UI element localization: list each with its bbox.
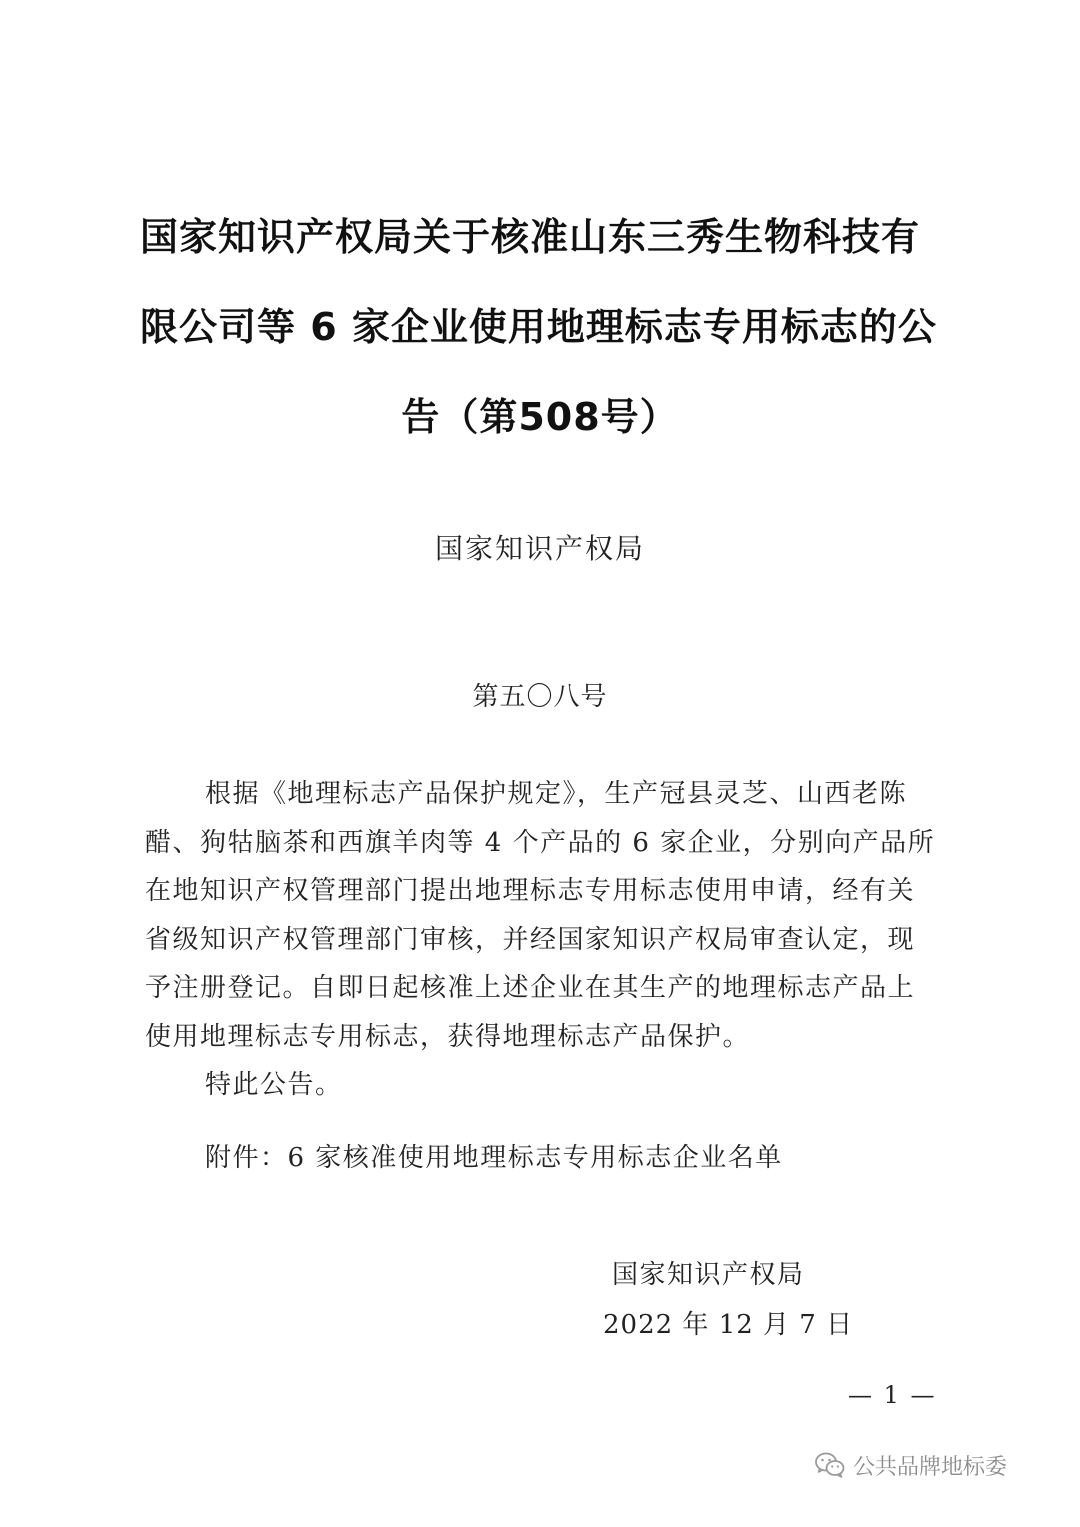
closing-statement: 特此公告。 bbox=[205, 1070, 343, 1100]
body-line-2: 醋、狗牯脑茶和西旗羊肉等 4 个产品的 6 家企业，分别向产品所 bbox=[145, 827, 936, 858]
signature-date: 2022 年 12 月 7 日 bbox=[603, 1310, 854, 1340]
title-line-3: 告（第508号） bbox=[401, 395, 679, 439]
body-line-6: 使用地理标志专用标志，获得地理标志产品保护。 bbox=[145, 1021, 751, 1052]
title-line-2: 限公司等 6 家企业使用地理标志专用标志的公 bbox=[140, 305, 937, 349]
document-title bbox=[140, 192, 940, 462]
wechat-icon bbox=[815, 1452, 845, 1478]
page-number: — 1 — bbox=[848, 1381, 937, 1409]
body-line-1: 根据《地理标志产品保护规定》，生产冠县灵芝、山西老陈 bbox=[205, 779, 908, 809]
document-number: 第五〇八号 bbox=[472, 682, 608, 712]
title-line-1: 国家知识产权局关于核准山东三秀生物科技有 bbox=[140, 215, 921, 259]
issuer-name: 国家知识产权局 bbox=[434, 532, 645, 565]
watermark bbox=[815, 1445, 1007, 1485]
body-line-4: 省级知识产权管理部门审核，并经国家知识产权局审查认定，现 bbox=[145, 924, 916, 955]
body-paragraph bbox=[145, 770, 945, 1061]
watermark-text: 公共品牌地标委 bbox=[853, 1454, 1008, 1480]
body-line-5: 予注册登记。自即日起核准上述企业在其生产的地理标志产品上 bbox=[145, 973, 916, 1003]
attachment-note: 附件：6 家核准使用地理标志专用标志企业名单 bbox=[205, 1143, 783, 1173]
signature-issuer: 国家知识产权局 bbox=[612, 1260, 805, 1290]
body-line-3: 在地知识产权管理部门提出地理标志专用标志使用申请，经有关 bbox=[145, 876, 916, 906]
